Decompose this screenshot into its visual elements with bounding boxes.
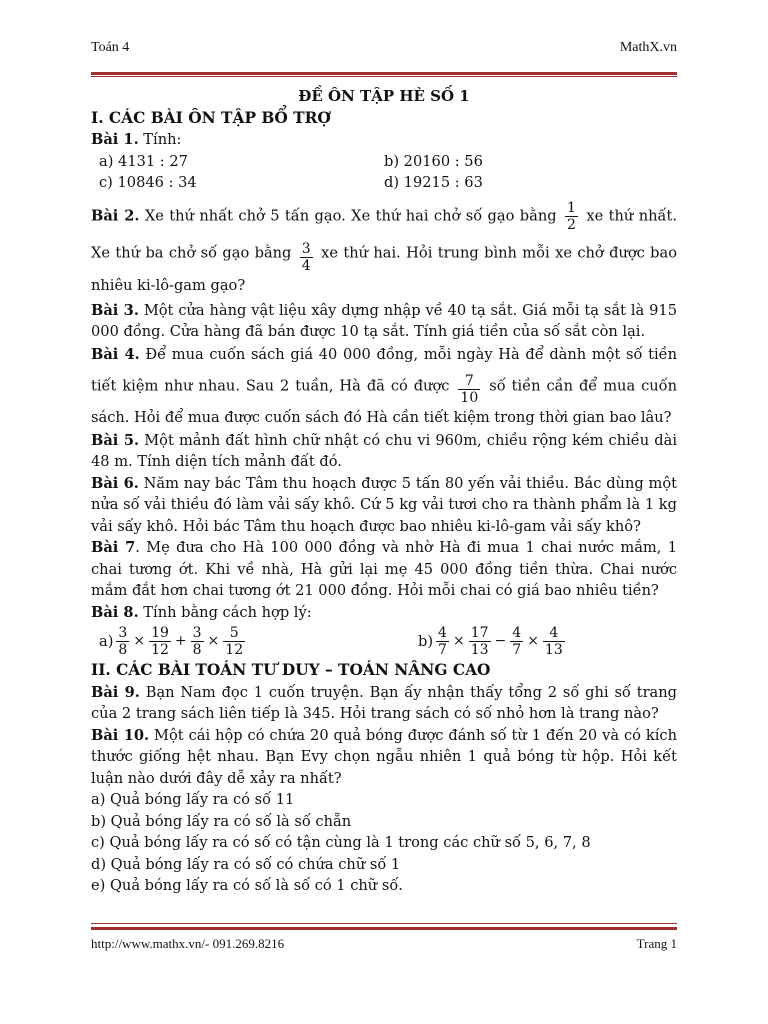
denominator: 10 (460, 389, 479, 406)
fraction (436, 625, 449, 658)
exercise-text: xe thứ hai. Hỏi trung bình mỗi xe chở được bao nhiêu ki-lô-gam gạo? (91, 244, 678, 294)
denominator: 12 (151, 642, 169, 658)
denominator: 2 (567, 216, 576, 233)
fraction (300, 241, 313, 274)
exercise-label: Bài 3. (91, 301, 139, 319)
option-b: b) Quả bóng lấy ra có số là số chẵn (91, 812, 352, 830)
denominator: 4 (301, 257, 311, 274)
exercise-6 (91, 473, 677, 538)
exercise-label: Bài 4. (91, 345, 140, 363)
exercise-5 (91, 430, 677, 473)
exercise-8 (91, 602, 677, 624)
exercise-label: Bài 1. (91, 131, 139, 148)
fraction (510, 625, 523, 658)
denominator: 13 (470, 642, 489, 658)
option-d: d) Quả bóng lấy ra có số có chứa chữ số 1 (91, 855, 401, 873)
exercise-text: Tính bằng cách hợp lý: (138, 603, 312, 621)
denominator: 13 (544, 642, 563, 658)
operator: + (174, 632, 187, 649)
exercise-text: Một cái hộp có chứa 20 quả bóng được đánh số từ 1 đến 20 và có kích thước giống hệt nhau. Bạn Evy chọn ngẫu nhiên 1 quả bóng từ hộp. Hỏi kết luận nào dưới đây dễ xảy ra nhất? (91, 726, 677, 787)
denominator: 8 (118, 642, 128, 658)
header-subject: Toán 4 (91, 40, 130, 55)
exercise-8-items (91, 625, 677, 658)
exercise-text: xe thứ nhất. Xe thứ ba chở số gạo bằng (91, 207, 677, 261)
exercise-3 (91, 300, 677, 343)
operator: × (527, 632, 539, 649)
item-label: a) (99, 632, 114, 650)
numerator: 17 (470, 625, 489, 641)
exercise-text: Xe thứ nhất chở 5 tấn gạo. Xe thứ hai chở số gạo bằng (139, 207, 557, 224)
footer-rule-thin (91, 923, 677, 924)
section-heading-2: II. CÁC BÀI TOÁN TƯ DUY – TOÁN NÂNG CAO (91, 661, 491, 679)
page-footer (91, 936, 677, 952)
expression-b (384, 625, 677, 658)
exercise-7 (91, 537, 677, 602)
exercise-9 (91, 682, 677, 725)
numerator: 3 (192, 625, 202, 641)
item-d: d) 19215 : 63 (384, 174, 483, 191)
page-header (91, 40, 677, 56)
exercise-text: Một mảnh đất hình chữ nhật có chu vi 960m, chiều rộng kém chiều dài 48 m. Tính diện tích mảnh đất đó. (91, 431, 677, 470)
exercise-label: Bài 2. (91, 207, 140, 224)
fraction (191, 625, 204, 658)
expression-a (91, 625, 384, 658)
exercise-text: Để mua cuốn sách giá 40 000 đồng, mỗi ngày Hà để dành một số tiền tiết kiệm như nhau. Sau 2 tuần, Hà đã có được (91, 345, 677, 394)
page-number: Trang 1 (636, 936, 677, 951)
exercise-text: Tính: (138, 131, 182, 148)
exercise-label: Bài 5. (91, 431, 140, 449)
fraction (458, 373, 480, 406)
item-b: b) 20160 : 56 (384, 152, 483, 170)
denominator: 7 (512, 642, 522, 658)
denominator: 8 (192, 642, 202, 658)
numerator: 3 (118, 625, 128, 641)
exercise-label: Bài 7 (91, 539, 136, 556)
exercise-4 (91, 343, 677, 430)
item-a: a) 4131 : 27 (99, 152, 188, 170)
numerator: 3 (301, 240, 311, 257)
exercise-text: Một cửa hàng vật liệu xây dựng nhập về 40 tạ sắt. Giá mỗi tạ sắt là 915 000 đồng. Cửa hàng đã bán được 10 tạ sắt. Tính giá tiền của số sắt còn lại. (91, 301, 677, 340)
operator: × (133, 632, 146, 649)
section-heading-1: I. CÁC BÀI ÔN TẬP BỔ TRỢ (91, 108, 331, 127)
header-rule-thin (91, 76, 677, 77)
option-e: e) Quả bóng lấy ra có số là số có 1 chữ số. (91, 877, 403, 894)
item-c: c) 10846 : 34 (99, 174, 197, 191)
fraction (223, 625, 245, 658)
denominator: 12 (225, 642, 244, 658)
exercise-10 (91, 725, 677, 790)
exercise-1-items (91, 151, 677, 173)
footer-link[interactable]: http://www.mathx.vn/- 091.269.8216 (91, 936, 285, 951)
numerator: 1 (567, 199, 576, 216)
exercise-text: Năm nay bác Tâm thu hoạch được 5 tấn 80 yến vải thiều. Bác dùng một nửa số vải thiều đó làm vải sấy khô. Cứ 5 kg vải tươi cho ra thành phẩm là 1 kg vải sấy khô. Hỏi bác Tâm thu hoạch được bao nhiêu ki-lô-gam vải sấy khô? (91, 474, 677, 535)
header-site: MathX.vn (619, 40, 677, 55)
fraction (565, 200, 578, 233)
page-title: ĐỀ ÔN TẬP HÈ SỐ 1 (298, 87, 470, 105)
numerator: 19 (151, 625, 169, 641)
numerator: 7 (458, 373, 480, 390)
numerator: 4 (543, 625, 565, 642)
option-c: c) Quả bóng lấy ra có số có tận cùng là 1 trong các chữ số 5, 6, 7, 8 (91, 834, 591, 851)
exercise-1-items-2 (91, 172, 677, 194)
exercise-label: Bài 8. (91, 603, 139, 621)
exercise-2 (91, 200, 677, 298)
exercise-1 (91, 129, 677, 151)
header-rule (91, 72, 677, 75)
fraction (469, 625, 491, 658)
exercise-text: số tiền cần để mua cuốn sách. Hỏi để mua được cuốn sách đó Hà cần tiết kiệm trong thời gian bao lâu? (91, 377, 678, 426)
footer-rule (91, 927, 677, 930)
numerator: 5 (223, 625, 245, 642)
denominator: 7 (438, 642, 447, 658)
exercise-label: Bài 6. (91, 474, 139, 492)
exercise-text: . Mẹ đưa cho Hà 100 000 đồng và nhờ Hà đi mua 1 chai nước mắm, 1 chai tương ớt. Khi về nhà, Hà gửi lại mẹ 45 000 đồng tiền thừa. Chai nước mắm đắt hơn chai tương ớt 21 000 đồng. Hỏi mỗi chai có giá bao nhiêu tiền? (91, 539, 677, 599)
numerator: 4 (438, 625, 447, 641)
option-a: a) Quả bóng lấy ra có số 11 (91, 791, 295, 808)
exercise-text: Bạn Nam đọc 1 cuốn truyện. Bạn ấy nhận thấy tổng 2 số ghi số trang của 2 trang sách liên tiếp là 345. Hỏi trang sách có số nhỏ hơn là trang nào? (91, 683, 677, 722)
item-label: b) (418, 632, 434, 650)
exercise-label: Bài 10. (91, 726, 150, 744)
fraction (543, 625, 565, 658)
exercise-label: Bài 9. (91, 683, 140, 701)
operator: × (452, 632, 465, 649)
numerator: 4 (512, 625, 522, 641)
operator: − (494, 632, 507, 649)
operator: × (207, 632, 220, 649)
fraction (149, 625, 171, 658)
fraction (116, 625, 129, 658)
document-body (91, 86, 677, 897)
